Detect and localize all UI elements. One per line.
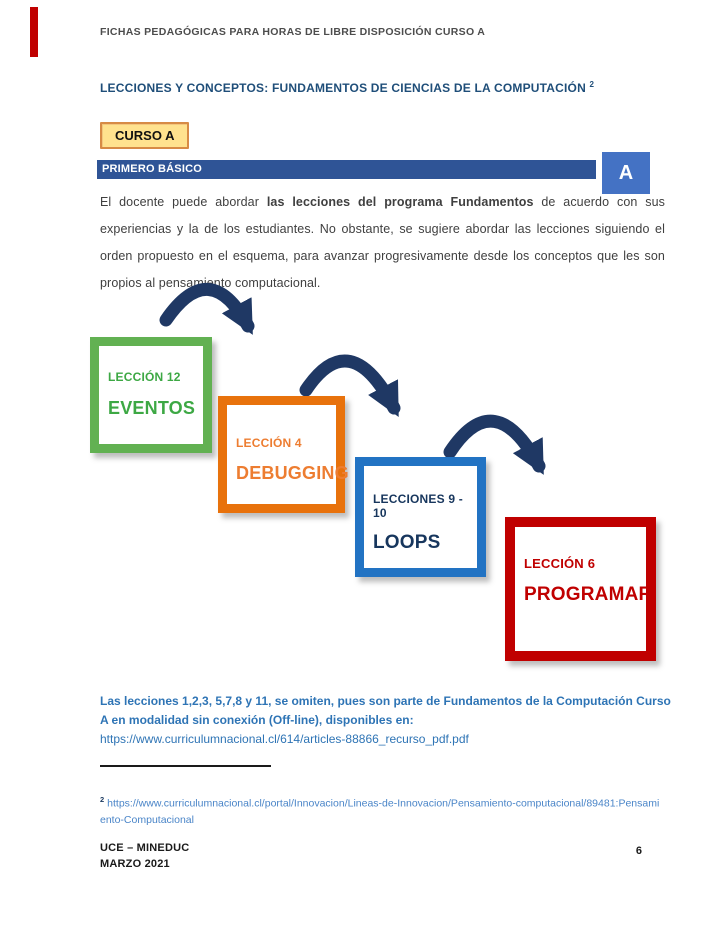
- footer-org: UCE – MINEDUC: [100, 842, 190, 854]
- footnote-separator: [100, 765, 271, 767]
- curved-arrows-layer: [80, 272, 680, 682]
- paragraph-bold: las lecciones del programa Fundamentos: [266, 195, 534, 209]
- concept-label: DEBUGGING: [236, 463, 349, 483]
- title-footnote-ref: 2: [589, 80, 595, 89]
- page-number: 6: [635, 845, 642, 857]
- page-corner-mark: [30, 7, 38, 57]
- lesson-box-eventos: [90, 337, 212, 453]
- curved-arrow-icon: [306, 361, 394, 408]
- omitted-lessons-note: [100, 692, 677, 749]
- paragraph-pre: El docente puede abordar: [100, 195, 267, 209]
- intro-paragraph: [100, 189, 665, 297]
- concept-label: EVENTOS: [108, 398, 196, 418]
- lesson-label: LECCIÓN 6: [524, 556, 596, 571]
- lesson-box-programar: [505, 517, 656, 661]
- footnote-url-link[interactable]: https://www.curriculumnacional.cl/portal/Innovacion/Lineas-de-Innovacion/Pensamiento-computacional/89481:Pensamiento-Computacional: [100, 797, 660, 826]
- footnote-marker: 2: [100, 795, 105, 804]
- lesson-label: LECCIÓN 12: [108, 370, 181, 384]
- lesson-box-debugging: [218, 396, 349, 513]
- omitted-lessons-text: Las lecciones 1,2,3, 5,7,8 y 11, se omiten, pues son parte de Fundamentos de la Computación Curso A en modalidad sin conexión (Off-line), disponibles en:: [100, 694, 671, 727]
- lesson-label: LECCIÓN 4: [236, 436, 302, 450]
- section-banner: PRIMERO BÁSICO: [97, 160, 596, 179]
- page-title-text: LECCIONES Y CONCEPTOS: FUNDAMENTOS DE CIENCIAS DE LA COMPUTACIÓN: [100, 81, 586, 95]
- curved-arrow-icon: [450, 421, 539, 466]
- note-url-link[interactable]: https://www.curriculumnacional.cl/614/articles-88866_recurso_pdf.pdf: [100, 732, 469, 746]
- document-header: FICHAS PEDAGÓGICAS PARA HORAS DE LIBRE DISPOSICIÓN CURSO A: [100, 26, 486, 38]
- page-footer: [100, 840, 189, 872]
- margin-letter-badge: A: [602, 152, 650, 194]
- footer-date: MARZO 2021: [100, 858, 170, 870]
- concept-label: PROGRAMAR: [524, 584, 653, 605]
- page-title: [100, 80, 640, 95]
- paragraph-post: de acuerdo con sus experiencias y la de los estudiantes. No obstante, se sugiere abordar las lecciones siguiendo el orden propuesto en el esquema, para avanzar progresivamente desde los conceptos que les son propios al pensamiento computacional.: [100, 195, 665, 290]
- footnote: [100, 792, 665, 828]
- course-badge: CURSO A: [100, 122, 189, 149]
- lesson-box-loops: [355, 457, 486, 577]
- concept-label: LOOPS: [373, 532, 441, 553]
- lesson-label: LECCIONES 9 - 10: [373, 492, 463, 520]
